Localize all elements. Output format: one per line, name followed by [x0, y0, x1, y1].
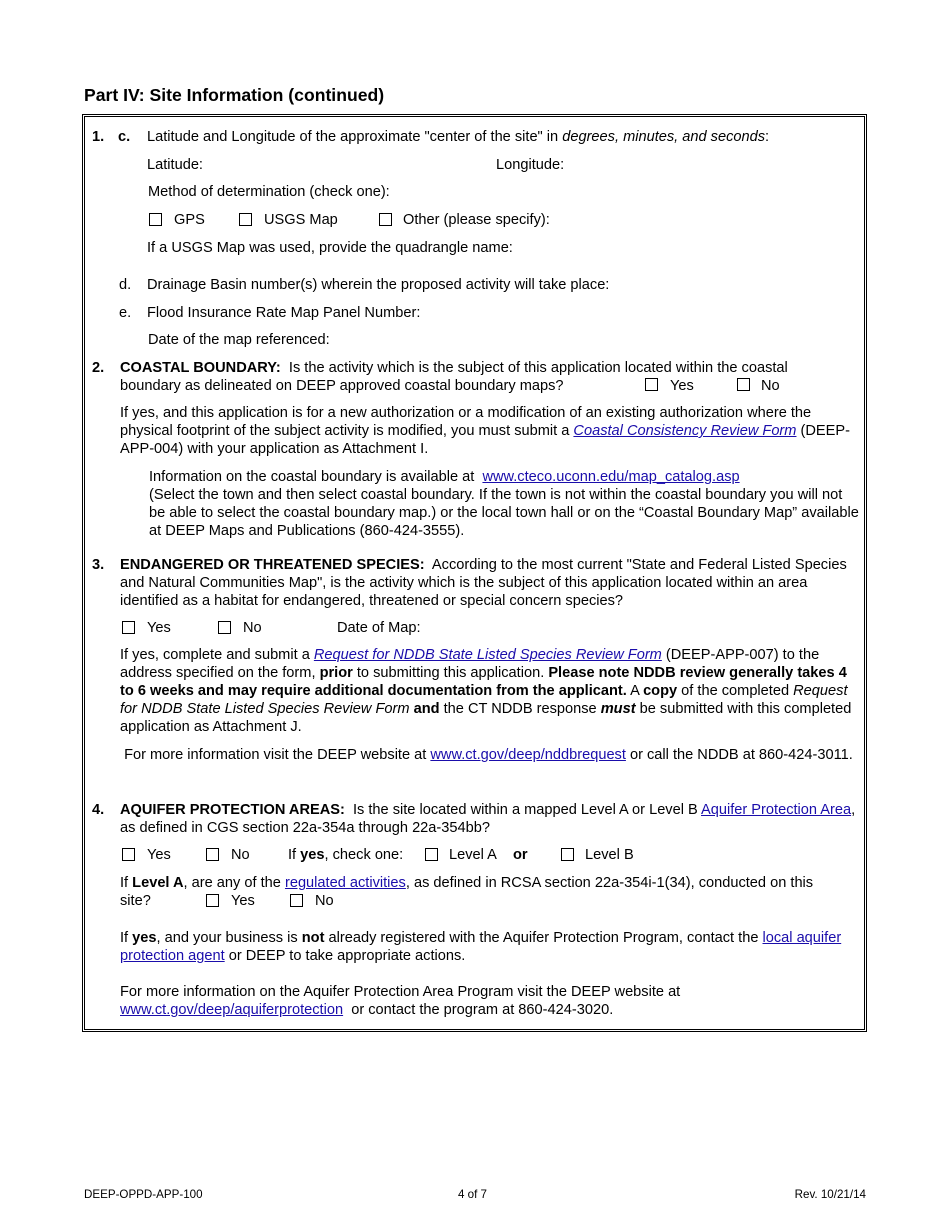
- aquifer-check-one-label: If yes, check one:: [288, 847, 404, 863]
- flood-map-label: Flood Insurance Rate Map Panel Number:: [147, 305, 421, 321]
- coastal-no-label: No: [761, 378, 780, 394]
- species-map-date-label: Date of Map:: [337, 620, 421, 636]
- q3-more-info: For more information visit the DEEP website at www.ct.gov/deep/nddbrequest or call the NDDB at 860-424-3011.: [124, 747, 853, 763]
- regulated-yes-label: Yes: [231, 893, 255, 909]
- q3-text: ENDANGERED OR THREATENED SPECIES: According to the most current "State and Federal Listed Species and Natural Communities Map", is the activity which is the subject of this application located within an area identified as a habitat for endangered, threatened or special concern species?: [120, 557, 847, 609]
- footer-page-number: 4 of 7: [458, 1188, 488, 1201]
- q4-text: AQUIFER PROTECTION AREAS: Is the site located within a mapped Level A or Level B Aquifer Protection Area, as defined in CGS section 22a-354a through 22a-354bb?: [120, 802, 856, 836]
- regulated-yes-checkbox[interactable]: [206, 894, 219, 907]
- level-b-checkbox[interactable]: [561, 848, 574, 861]
- page-title: Part IV: Site Information (continued): [84, 85, 385, 105]
- coastal-yes-label: Yes: [670, 378, 694, 394]
- level-a-label: Level A: [449, 847, 497, 863]
- method-label: Method of determination (check one):: [148, 184, 390, 200]
- q2-coastal-info: Information on the coastal boundary is available at www.cteco.uconn.edu/map_catalog.asp: [149, 469, 740, 485]
- level-b-label: Level B: [585, 847, 634, 863]
- or-label: or: [513, 847, 528, 863]
- species-yes-label: Yes: [147, 620, 171, 636]
- other-method-label: Other (please specify):: [403, 212, 550, 228]
- q1e-letter: e.: [119, 305, 132, 321]
- drainage-basin-label: Drainage Basin number(s) wherein the proposed activity will take place:: [147, 277, 610, 293]
- level-a-checkbox[interactable]: [425, 848, 438, 861]
- aquifer-no-checkbox[interactable]: [206, 848, 219, 861]
- q4-number: 4.: [92, 802, 105, 818]
- aquifer-protection-link[interactable]: www.ct.gov/deep/aquiferprotection: [120, 1002, 344, 1018]
- q4-more-info: For more information on the Aquifer Protection Area Program visit the DEEP website at: [120, 984, 681, 1000]
- other-method-checkbox[interactable]: [379, 213, 392, 226]
- q2-coastal-detail: (Select the town and then select coastal boundary. If the town is not within the coastal boundary you will not be able to select the coastal boundary map.) or the local town hall or on the “Coastal Boundary Map” available at DEEP Maps and Publications (860-424-3555).: [149, 487, 859, 539]
- latitude-label: Latitude:: [147, 157, 203, 173]
- q3-number: 3.: [92, 557, 105, 573]
- coastal-yes-checkbox[interactable]: [645, 378, 658, 391]
- species-no-checkbox[interactable]: [218, 621, 231, 634]
- regulated-no-label: No: [315, 893, 334, 909]
- aquifer-no-label: No: [231, 847, 250, 863]
- q4-registration-note: If yes, and your business is not already registered with the Aquifer Protection Program, contact the local aquifer protection agent or DEEP to take appropriate actions.: [120, 930, 842, 964]
- local-aquifer-agent-link[interactable]: local aquifer protection agent: [120, 930, 842, 964]
- q2-number: 2.: [92, 360, 105, 376]
- q2-line2: boundary as delineated on DEEP approved coastal boundary maps?: [120, 378, 564, 394]
- regulated-activities-link[interactable]: regulated activities: [284, 875, 406, 891]
- nddb-request-link[interactable]: www.ct.gov/deep/nddbrequest: [430, 747, 626, 763]
- q1c-letter: c.: [118, 129, 131, 145]
- q1d-letter: d.: [119, 277, 132, 293]
- aquifer-protection-area-link[interactable]: Aquifer Protection Area: [701, 802, 852, 818]
- q1c-text: Latitude and Longitude of the approximate "center of the site" in degrees, minutes, and seconds:: [147, 129, 770, 145]
- aquifer-yes-label: Yes: [147, 847, 171, 863]
- q3-nddb-instructions: If yes, complete and submit a Request for NDDB State Listed Species Review Form (DEEP-APP-007) to the address specified on the form, prior to submitting this application. Please note NDDB review generally takes 4 to 6 weeks and may require additional documentation from the applicant. A copy of the completed Request for NDDB State Listed Species Review Form and the CT NDDB response must be submitted with this completed application as Attachment J.: [120, 647, 852, 735]
- cteco-link[interactable]: www.cteco.uconn.edu/map_catalog.asp: [482, 469, 740, 485]
- q2-instructions: If yes, and this application is for a new authorization or a modification of an existing authorization where the physical footprint of the subject activity is modified, you must submit a Coastal Consistency Review Form (DEEP-APP-004) with your application as Attachment I.: [120, 405, 850, 457]
- usgs-map-label: USGS Map: [264, 212, 338, 228]
- q4-more-info-link-line: www.ct.gov/deep/aquiferprotection or contact the program at 860-424-3020.: [120, 1002, 614, 1018]
- quadrangle-label: If a USGS Map was used, provide the quadrangle name:: [147, 240, 513, 256]
- footer-revision: Rev. 10/21/14: [794, 1188, 866, 1201]
- regulated-no-checkbox[interactable]: [290, 894, 303, 907]
- longitude-label: Longitude:: [496, 157, 565, 173]
- gps-label: GPS: [174, 212, 205, 228]
- aquifer-yes-checkbox[interactable]: [122, 848, 135, 861]
- site-label: site?: [120, 893, 151, 909]
- q2-line1: COASTAL BOUNDARY: Is the activity which is the subject of this application located within the coastal: [120, 360, 788, 376]
- nddb-review-form-link[interactable]: Request for NDDB State Listed Species Review Form: [313, 647, 662, 663]
- level-a-question: If Level A, are any of the regulated activities, as defined in RCSA section 22a-354i-1(34), conducted on this: [120, 875, 814, 891]
- gps-checkbox[interactable]: [149, 213, 162, 226]
- map-date-label: Date of the map referenced:: [148, 332, 330, 348]
- coastal-no-checkbox[interactable]: [737, 378, 750, 391]
- coastal-consistency-link[interactable]: Coastal Consistency Review Form: [573, 423, 797, 439]
- q1-number: 1.: [92, 129, 105, 145]
- species-no-label: No: [243, 620, 262, 636]
- footer-form-id: DEEP-OPPD-APP-100: [84, 1188, 203, 1201]
- usgs-map-checkbox[interactable]: [239, 213, 252, 226]
- species-yes-checkbox[interactable]: [122, 621, 135, 634]
